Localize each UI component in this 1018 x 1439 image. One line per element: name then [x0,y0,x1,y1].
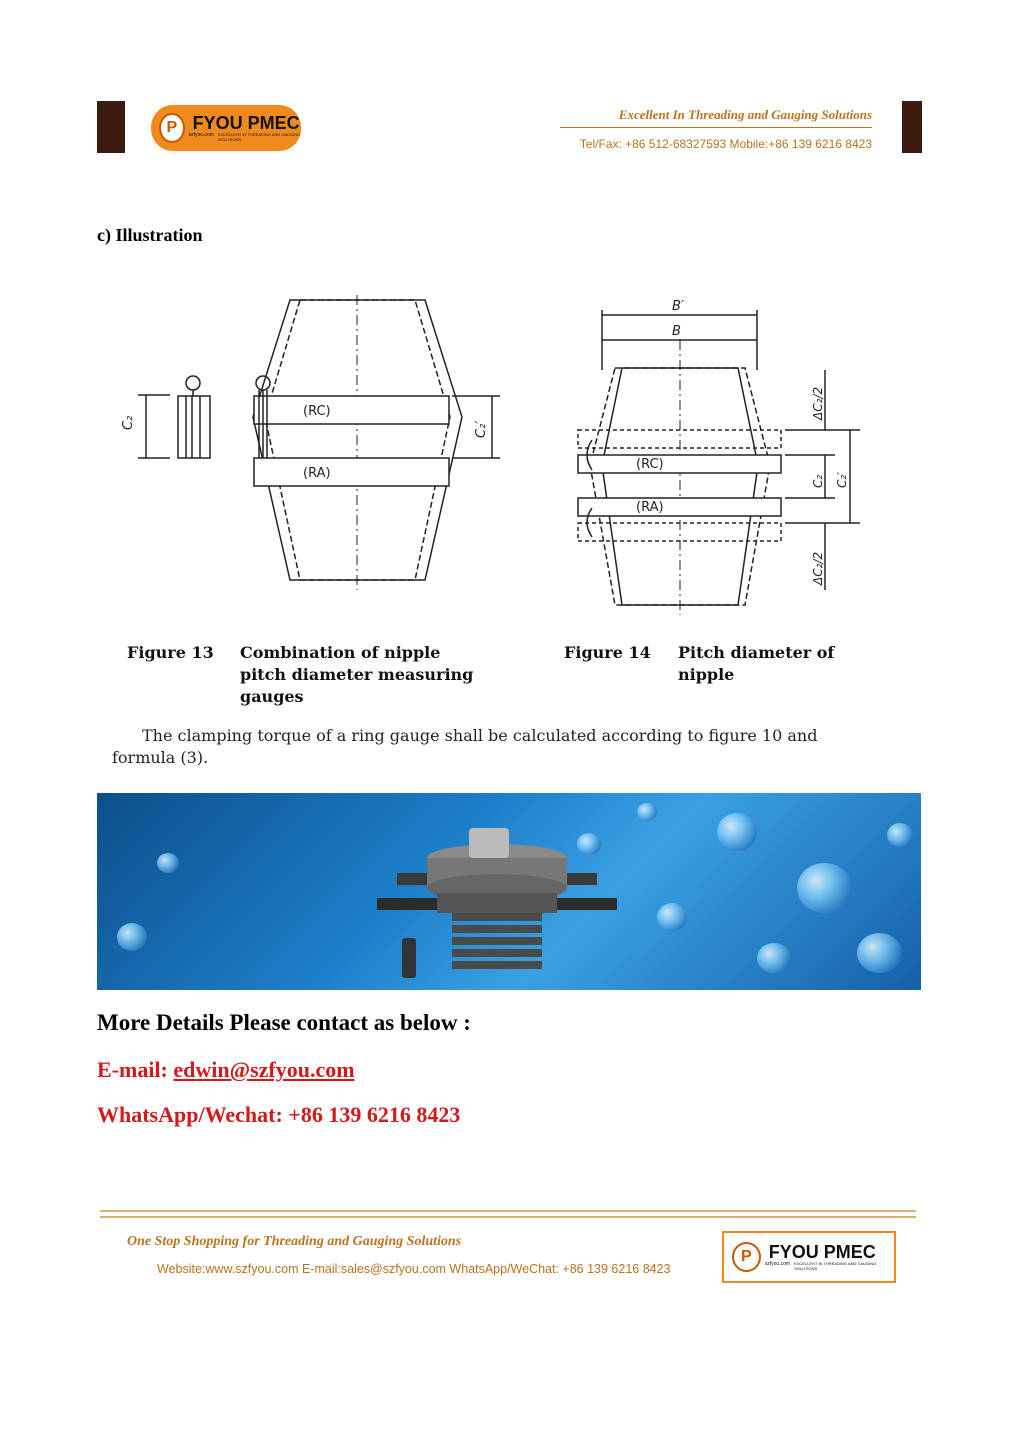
water-drop [717,813,757,851]
footer-divider-top [100,1210,916,1212]
figure-13-caption-line3: gauges [240,687,304,706]
water-drop [857,933,902,973]
water-drop [887,823,913,847]
contact-heading: More Details Please contact as below : [97,1010,471,1035]
logo-tagline: EXCELLENT IN THREADING AND GAUGING SOLUTIONS [217,132,301,142]
logo-p-icon: P [159,113,185,143]
footer-logo-tagline: EXCELLENT IN THREADING AND GAUGING SOLUTIONS [794,1261,877,1271]
water-drop [757,943,791,973]
figure-14-caption-line1: Pitch diameter of [678,643,835,662]
figure-13-number: Figure 13 [127,643,214,662]
figure-14-caption [678,642,878,686]
footer-contact: Website:www.szfyou.com E-mail:sales@szfyou.com WhatsApp/WeChat: +86 139 6216 8423 [157,1262,671,1276]
header-right-bar [902,101,922,153]
footer-logo [722,1231,896,1283]
header-left-bar [97,101,125,153]
fig13-label-c2-prime: C₂′ [474,420,489,438]
footer-divider-bottom [100,1216,916,1218]
fig14-label-dc2-top: ΔC₂/2 [811,386,825,420]
paragraph [112,725,892,769]
fig14-label-b-prime: B′ [672,299,684,314]
figure-14-diagram [560,290,880,620]
fig13-label-c2: C₂ [121,415,136,430]
gauge-product-photo [377,818,617,988]
figure-14-caption-line2: nipple [678,665,735,684]
water-drop [157,853,179,873]
logo-name: FYOU PMEC [192,113,300,133]
email-label: E-mail: [97,1057,174,1082]
whatsapp-text: WhatsApp/Wechat: +86 139 6216 8423 [97,1102,461,1127]
fig13-label-rc: (RC) [303,404,331,419]
fig13-label-ra: (RA) [303,466,331,481]
product-banner-image [97,793,921,990]
email-row [97,1057,355,1083]
email-link[interactable]: edwin@szfyou.com [173,1057,355,1082]
figure-13-caption-line1: Combination of nipple [240,643,441,662]
footer-slogan: One Stop Shopping for Threading and Gauging Solutions [127,1234,462,1249]
fig14-label-rc: (RC) [636,457,664,472]
header-contact: Tel/Fax: +86 512-68327593 Mobile:+86 139 6216 8423 [579,137,872,151]
section-title: c) Illustration [97,225,203,245]
fig14-label-c2-prime: C₂′ [835,472,849,488]
fig14-label-dc2-bottom: ΔC₂/2 [811,551,825,585]
fig14-label-b: B [672,324,681,339]
figure-14-number: Figure 14 [564,643,651,662]
figure-13-caption [240,642,530,708]
footer-logo-domain: szfyou.com [764,1261,791,1267]
paragraph-line1: The clamping torque of a ring gauge shall be calculated according to figure 10 and [142,726,818,745]
header-slogan: Excellent In Threading and Gauging Solutions [618,107,872,122]
paragraph-line2: formula (3). [112,748,209,767]
header-logo [151,105,301,151]
figure-13-caption-line2: pitch diameter measuring [240,665,474,684]
fig14-label-ra: (RA) [636,500,664,515]
water-drop [637,803,657,821]
footer-logo-p-icon: P [732,1242,761,1272]
footer-logo-name: FYOU PMEC [768,1242,876,1262]
water-drop [797,863,852,913]
water-drop [117,923,147,951]
header-divider [560,127,872,128]
figure-13-diagram [120,290,520,610]
water-drop [657,903,687,931]
logo-domain: szfyou.com [188,132,214,138]
fig14-label-c2: C₂ [811,474,825,488]
